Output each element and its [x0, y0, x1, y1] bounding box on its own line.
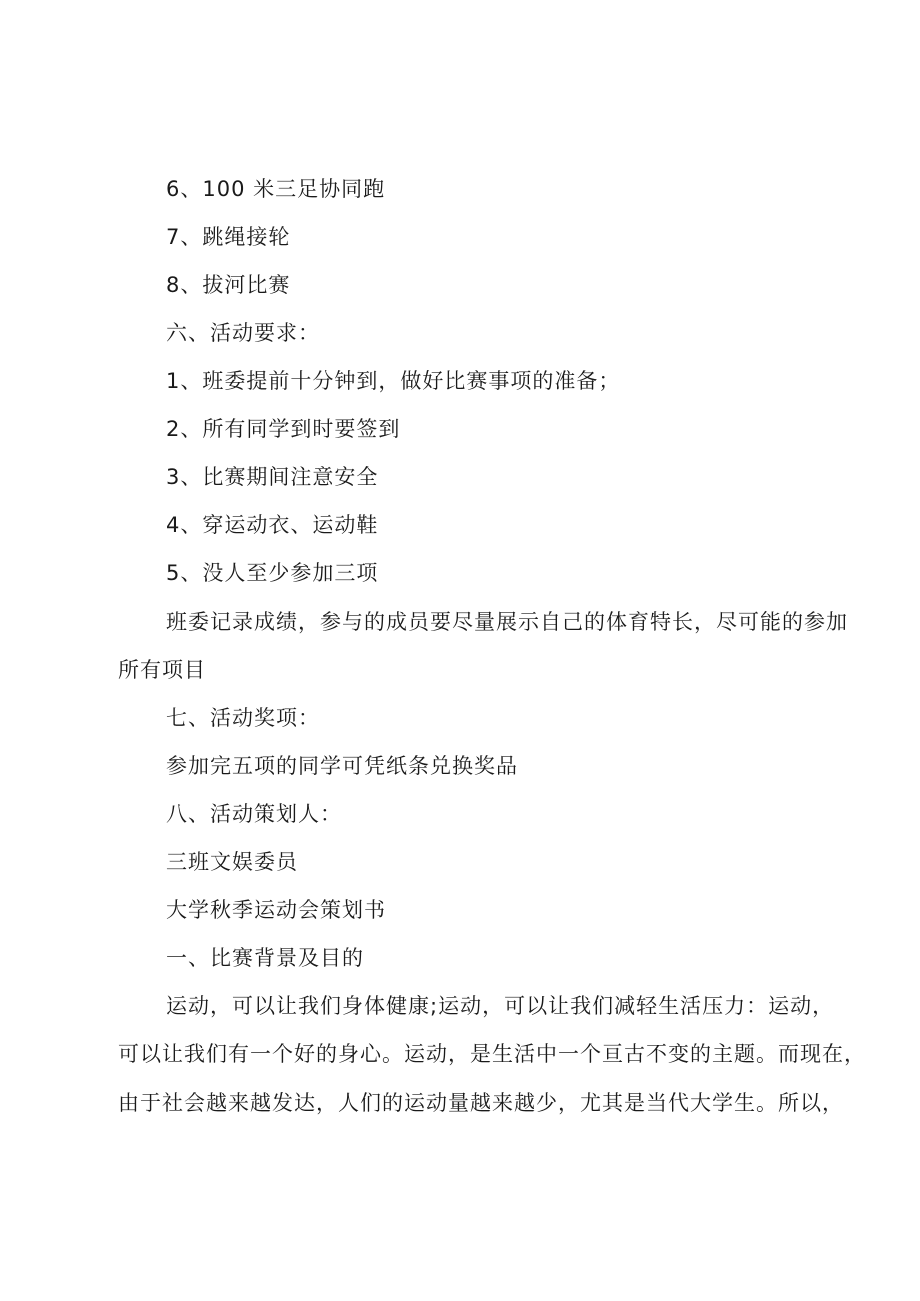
section-heading-requirements: 六、活动要求： [166, 321, 320, 345]
list-item-event-8: 8、拔河比赛 [166, 273, 291, 297]
list-item-requirement-2: 2、所有同学到时要签到 [166, 417, 401, 441]
paragraph-line: 由于社会越来越发达，人们的运动量越来越少，尤其是当代大学生。所以， [118, 1091, 844, 1115]
paragraph-line: 班委记录成绩，参与的成员要尽量展示自己的体育特长，尽可能的参加 [166, 610, 848, 634]
paragraph-line: 运动，可以让我们身体健康;运动，可以让我们减轻生活压力：运动， [166, 994, 835, 1018]
paragraph-line: 所有项目 [118, 658, 206, 682]
section-heading-planner: 八、活动策划人： [166, 802, 342, 826]
list-item-event-7: 7、跳绳接轮 [166, 225, 291, 249]
section-heading-awards: 七、活动奖项： [166, 706, 320, 730]
list-item-event-6: 6、100 米三足协同跑 [166, 177, 386, 201]
document-title: 大学秋季运动会策划书 [166, 898, 386, 922]
paragraph-line: 参加完五项的同学可凭纸条兑换奖品 [166, 754, 518, 778]
list-item-requirement-1: 1、班委提前十分钟到，做好比赛事项的准备； [166, 369, 621, 393]
paragraph-line: 可以让我们有一个好的身心。运动，是生活中一个亘古不变的主题。而现在， [118, 1042, 866, 1066]
list-item-requirement-4: 4、穿运动衣、运动鞋 [166, 513, 379, 537]
list-item-requirement-3: 3、比赛期间注意安全 [166, 465, 379, 489]
paragraph-line: 三班文娱委员 [166, 850, 298, 874]
section-heading-background: 一、比赛背景及目的 [166, 946, 364, 970]
list-item-requirement-5: 5、没人至少参加三项 [166, 561, 379, 585]
